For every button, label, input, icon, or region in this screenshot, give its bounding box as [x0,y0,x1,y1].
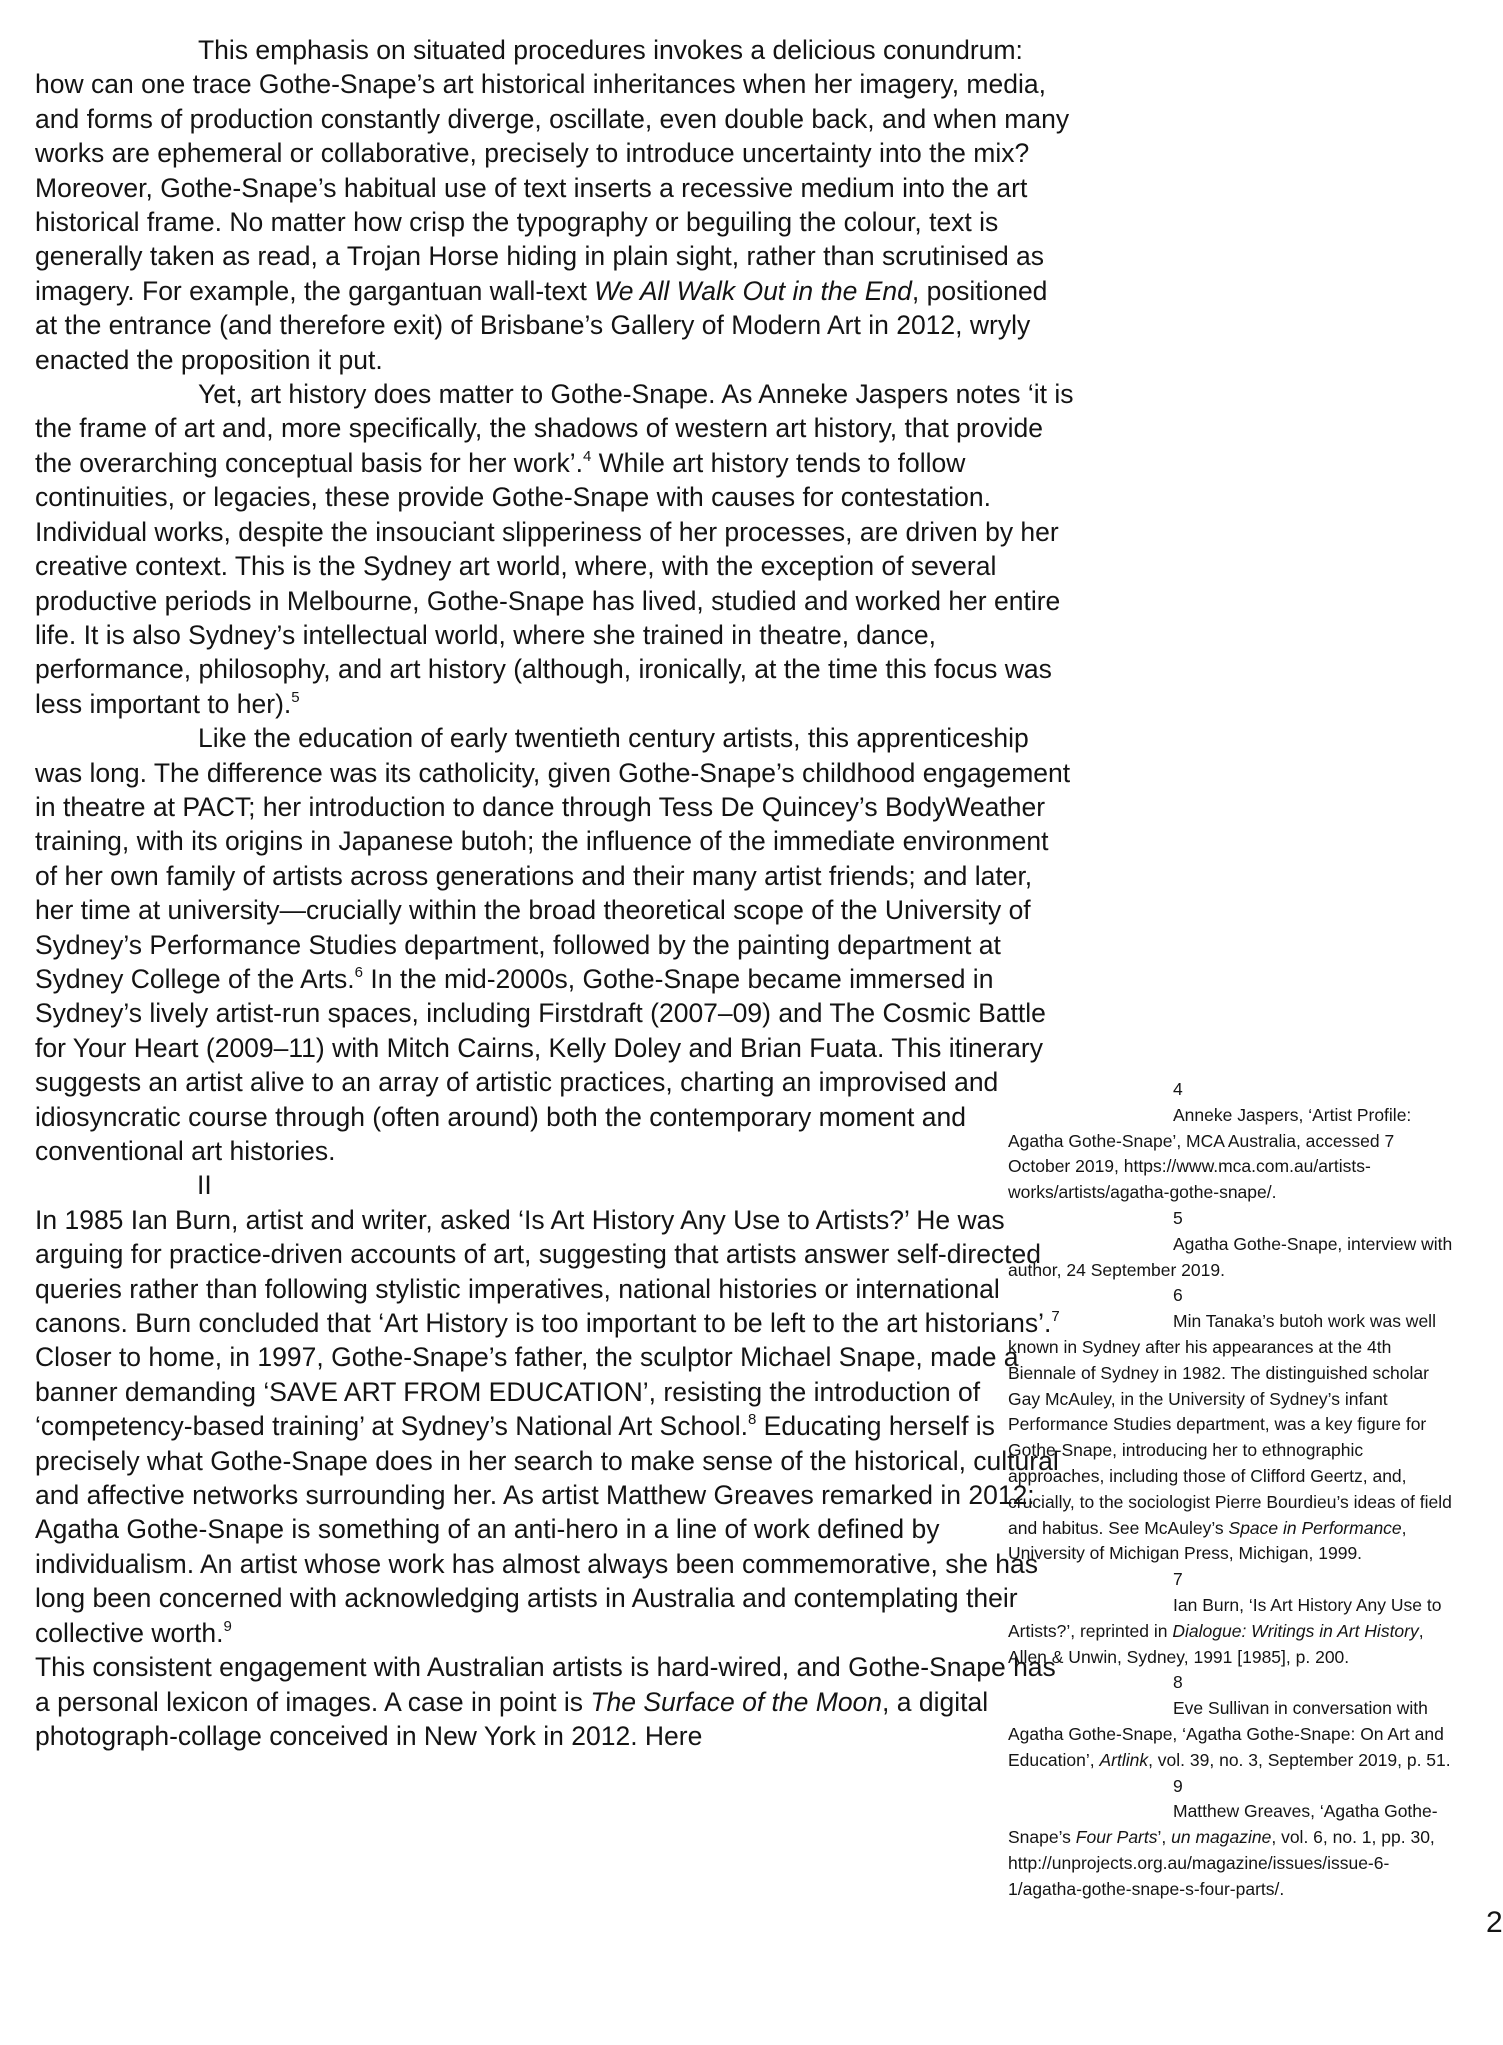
artwork-title: The Surface of the Moon [590,1686,883,1717]
block-quote: Agatha Gothe-Snape is something of an anti-hero in a line of work defined by individualism. An artist whose work has almost always been commemorative, she has long been concerned with acknowledging artists in Australia and contemplating their collective worth.$^9$ [35,1514,1039,1648]
footnote-number: 8 [1173,1672,1183,1693]
footnote-ref-7[interactable]: 7 [1051,1308,1060,1326]
footnote-4 [1008,1077,1460,1206]
footnote-text: Eve Sullivan in conversation with Agatha Gothe-Snape, ‘Agatha Gothe-Snape: On Art and Education’, Artlink, vol. 39, no. 3, September 2019, p. 51. [1008,1698,1451,1770]
footnote-number: 5 [1173,1207,1183,1228]
footnote-text: Matthew Greaves, ‘Agatha Gothe-Snape’s Four Parts’, un magazine, vol. 6, no. 1, pp. 30, http://unprojects.org.au/magazine/issues/issue-6-1/agatha-gothe-snape-s-four-parts/. [1008,1801,1438,1899]
footnote-text: Agatha Gothe-Snape, interview with author, 24 September 2019. [1008,1233,1453,1280]
footnote-number: 4 [1173,1079,1183,1099]
footnote-number: 7 [1173,1569,1183,1590]
footnote-ref-9[interactable]: 9 [223,1617,232,1635]
footnote-number: 9 [1173,1775,1183,1796]
footnote-text: Anneke Jaspers, ‘Artist Profile: Agatha Gothe-Snape’, MCA Australia, accessed 7 October 2019, https://www.mca.com.au/artists-works/artists/agatha-gothe-snape/. [1008,1104,1412,1203]
footnote-ref-5[interactable]: 5 [291,688,300,706]
footnotes-column [1008,1077,1460,1903]
artwork-title: We All Walk Out in the End [594,275,912,306]
paragraph-1: This emphasis on situated procedures invokes a delicious conundrum: how can one trace Gothe-Snape’s art historical inheritances when her imagery, media, and forms of production constantly diverge, oscillate, even double back, and when many works are ephemeral or collaborative, precisely to introduce uncertainty into the mix? Moreover, Gothe-Snape’s habitual use of text inserts a recessive medium into the art historical frame. No matter how crisp the typography or beguiling the colour, text is generally taken as read, a Trojan Horse hiding in plain sight, rather than scrutinised as imagery. For example, the gargantuan wall-text We All Walk Out in the End, positioned at the entrance (and therefore exit) of Brisbane’s Gallery of Modern Art in 2012, wryly enacted the proposition it put. [35,35,1070,375]
footnote-number: 6 [1173,1285,1183,1306]
footnote-ref-6[interactable]: 6 [354,963,363,981]
footnote-6 [1008,1283,1460,1567]
section-number: II [197,1170,212,1201]
main-text-column [35,33,1075,1753]
paragraph-3: Like the education of early twentieth century artists, this apprenticeship was long. The difference was its catholicity, given Gothe-Snape’s childhood engagement in theatre at PACT; her introduction to dance through Tess De Quincey’s BodyWeather training, with its origins in Japanese butoh; the influence of the immediate environment of her own family of artists across generations and their many artist friends; and later, her time at university—crucially within the broad theoretical scope of the University of Sydney’s Performance Studies department, followed by the painting department at Sydney College of the Arts.$^6$ In the mid-2000s, Gothe-Snape became immersed in Sydney’s lively artist-run spaces, including Firstdraft (2007–09) and The Cosmic Battle for Your Heart (2009–11) with Mitch Cairns, Kelly Doley and Brian Fuata. This itinerary suggests an artist alive to an array of artistic practices, charting an improvised and idiosyncratic course through (often around) both the contemporary moment and conventional art histories. [35,723,1071,1166]
footnote-9 [1008,1774,1460,1903]
footnote-5 [1008,1206,1460,1283]
footnote-text: Ian Burn, ‘Is Art History Any Use to Artists?’, reprinted in Dialogue: Writings in Art History, Allen & Unwin, Sydney, 1991 [1985], p. 200. [1008,1594,1442,1667]
footnote-7 [1008,1567,1460,1670]
footnote-text: Min Tanaka’s butoh work was well known in Sydney after his appearances at the 4th Biennale of Sydney in 1982. The distinguished scholar Gay McAuley, in the University of Sydney’s infant Performance Studies department, was a key figure for Gothe-Snape, introducing her to ethnographic approaches, including those of Clifford Geertz, and, crucially, to the sociologist Pierre Bourdieu’s ideas of field and habitus. See McAuley’s Space in Performance, University of Michigan Press, Michigan, 1999. [1008,1311,1452,1564]
page-number: 2 [1486,1906,1503,1939]
paragraph-4: In 1985 Ian Burn, artist and writer, asked ‘Is Art History Any Use to Artists?’ He was arguing for practice-driven accounts of art, suggesting that artists answer self-directed queries rather than following stylistic imperatives, national histories or international canons. Burn concluded that ‘Art History is too important to be left to the art historians’.$^7$ Closer to home, in 1997, Gothe-Snape’s father, the sculptor Michael Snape, made a banner demanding ‘SAVE ART FROM EDUCATION’, resisting the introduction of ‘competency-based training’ at Sydney’s National Art School.$^8$ Educating herself is precisely what Gothe-Snape does in her search to make sense of the historical, cultural and affective networks surrounding her. As artist Matthew Greaves remarked in 2012: [35,1204,1060,1511]
paragraph-2: Yet, art history does matter to Gothe-Snape. As Anneke Jaspers notes ‘it is the frame of art and, more specifically, the shadows of western art history, that provide the overarching conceptual basis for her work’.$^4$ While art history tends to follow continuities, or legacies, these provide Gothe-Snape with causes for contestation. Individual works, despite the insouciant slipperiness of her processes, are driven by her creative context. This is the Sydney art world, where, with the exception of several productive periods in Melbourne, Gothe-Snape has lived, studied and worked her entire life. It is also Sydney’s intellectual world, where she trained in theatre, dance, performance, philosophy, and art history (although, ironically, at the time this focus was less important to her).$^5$ [35,379,1074,719]
paragraph-5: This consistent engagement with Australian artists is hard-wired, and Gothe-Snape has a personal lexicon of images. A case in point is The Surface of the Moon, a digital photograph-collage conceived in New York in 2012. Here [35,1652,1056,1751]
footnote-8 [1008,1670,1460,1773]
footnote-ref-4[interactable]: 4 [582,447,592,465]
footnote-ref-8[interactable]: 8 [747,1411,757,1429]
